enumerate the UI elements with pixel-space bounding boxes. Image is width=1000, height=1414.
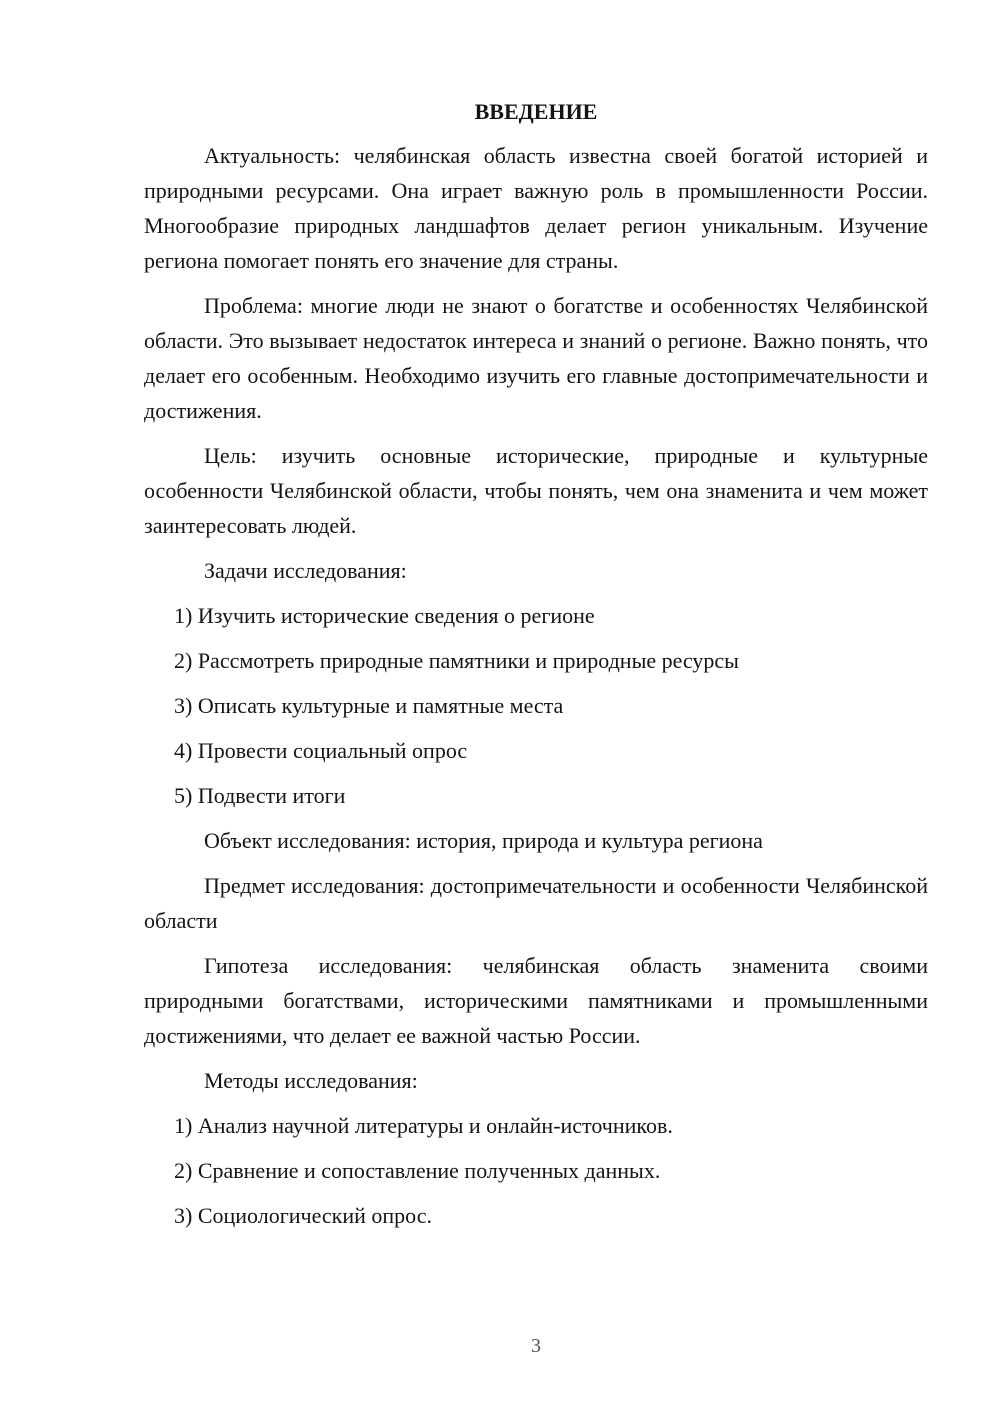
research-object: Объект исследования: история, природа и культура региона (204, 828, 763, 853)
research-subject: Предмет исследования: достопримечательности и особенности Челябинской области (144, 873, 928, 933)
task-item-4: 4) Провести социальный опрос (174, 738, 468, 763)
methods-heading: Методы исследования: (204, 1068, 418, 1093)
method-item-3: 3) Социологический опрос. (174, 1203, 432, 1228)
page-content (144, 95, 928, 1243)
problem-paragraph: Проблема: многие люди не знают о богатстве и особенностях Челябинской области. Это вызывает недостаток интереса и знаний о регионе. Важно понять, что делает его особенным. Необходимо изучить его главные достопримечательности и достижения. (144, 293, 928, 423)
task-item-1: 1) Изучить исторические сведения о регионе (174, 603, 595, 628)
tasks-heading: Задачи исследования: (204, 558, 407, 583)
page-number: 3 (531, 1335, 541, 1357)
research-hypothesis: Гипотеза исследования: челябинская область знаменита своими природными богатствами, историческими памятниками и промышленными достижениями, что делает ее важной частью России. (144, 953, 928, 1048)
task-item-5: 5) Подвести итоги (174, 783, 346, 808)
method-item-1: 1) Анализ научной литературы и онлайн-источников. (174, 1113, 673, 1138)
section-title: ВВЕДЕНИЕ (474, 99, 598, 124)
relevance-paragraph: Актуальность: челябинская область известна своей богатой историей и природными ресурсами. Она играет важную роль в промышленности России. Многообразие природных ландшафтов делает регион уникальным. Изучение региона помогает понять его значение для страны. (144, 143, 928, 273)
method-item-2: 2) Сравнение и сопоставление полученных данных. (174, 1158, 661, 1183)
task-item-2: 2) Рассмотреть природные памятники и природные ресурсы (174, 648, 739, 673)
task-item-3: 3) Описать культурные и памятные места (174, 693, 564, 718)
goal-paragraph: Цель: изучить основные исторические, природные и культурные особенности Челябинской области, чтобы понять, чем она знаменита и чем может заинтересовать людей. (144, 443, 928, 538)
